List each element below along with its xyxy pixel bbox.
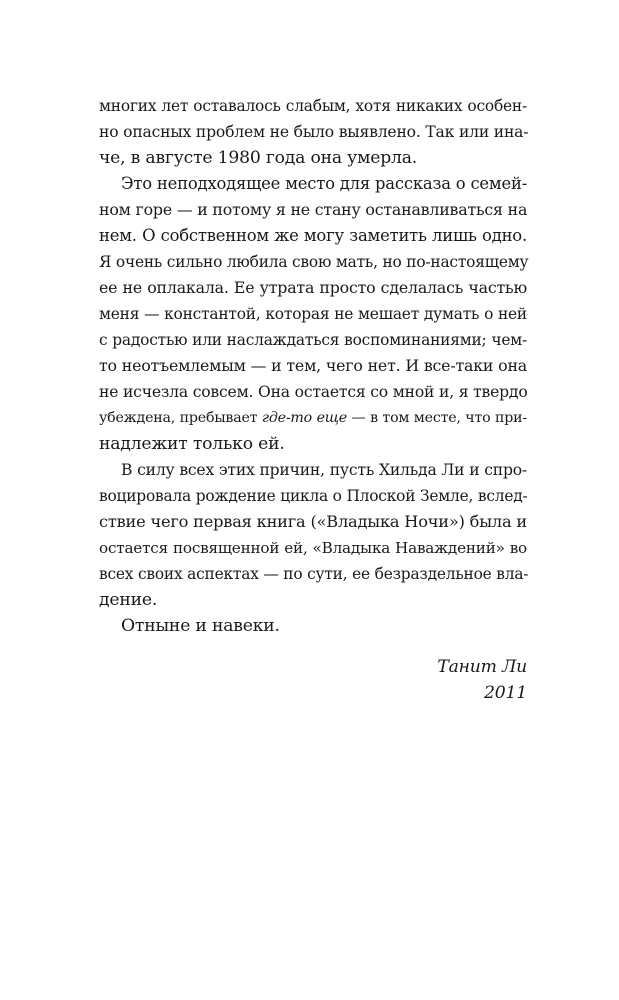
text-line: но опасных проблем не было выявлено. Так или ина- — [99, 123, 529, 141]
emphasized-text: где-то еще — [261, 410, 347, 426]
text-line: надлежит только ей. — [99, 434, 285, 454]
signature-year: 2011 — [484, 683, 527, 703]
text-line: воцировала рождение цикла о Плоской Земле, вслед- — [99, 487, 528, 505]
text-line: всех своих аспектах — по сути, ее безраздельное вла- — [99, 565, 529, 583]
text-line: с радостью или наслаждаться воспоминаниями; чем- — [99, 331, 527, 349]
text-line: многих лет оставалось слабым, хотя никаких особен- — [99, 97, 527, 115]
text-line: не исчезла совсем. Она остается со мной и, я твердо — [99, 383, 528, 401]
text-line: меня — константой, которая не мешает думать о ней — [99, 305, 527, 323]
text-line: дение. — [99, 590, 158, 610]
signature-author: Танит Ли — [437, 657, 527, 677]
text-line: че, в августе 1980 года она умерла. — [99, 148, 418, 168]
text-line: остается посвященной ей, «Владыка Наваждений» во — [99, 539, 527, 557]
text-line: ствие чего первая книга («Владыка Ночи») была и — [99, 512, 527, 531]
text-line: Я очень сильно любила свою мать, но по-настоящему — [99, 253, 529, 271]
text-line: нем. О собственном же могу заметить лишь одно. — [99, 226, 527, 245]
text-line: Отныне и навеки. — [121, 616, 280, 636]
text-line: ее не оплакала. Ее утрата просто сделалась частью — [99, 278, 527, 297]
text-line-with-emphasis — [99, 405, 527, 431]
text-line: Это неподходящее место для рассказа о семей- — [121, 174, 528, 193]
text-line: В силу всех этих причин, пусть Хильда Ли и спро- — [121, 461, 527, 479]
text-line: ном горе — и потому я не стану останавливаться на — [99, 200, 528, 219]
text-fragment: убеждена, пребывает — [99, 410, 262, 426]
text-fragment: — в том месте, что при- — [346, 410, 528, 426]
text-line: то неотъемлемым — и тем, чего нет. И все-таки она — [99, 356, 527, 375]
